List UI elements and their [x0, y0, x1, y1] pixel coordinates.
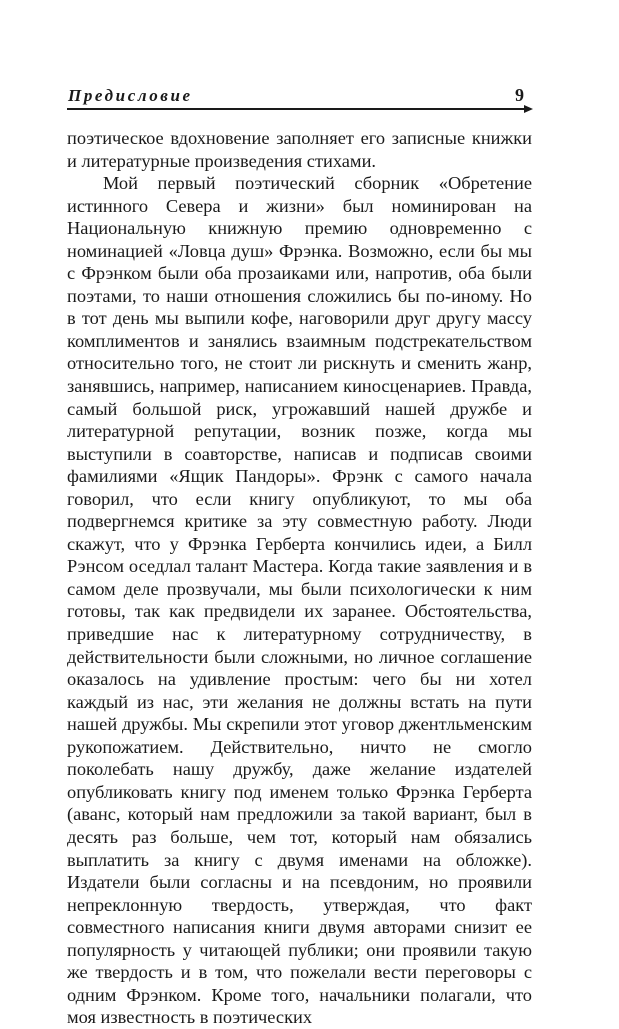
header-rule	[67, 108, 526, 110]
body-text	[67, 127, 532, 1029]
paragraph-continued: поэтическое вдохновение заполняет его записные книжки и литературные произведения стихами.	[67, 128, 532, 171]
section-title: Предисловие	[68, 86, 193, 105]
header-rule-arrow	[524, 105, 533, 113]
running-head	[67, 82, 532, 112]
page-number: 9	[515, 85, 524, 105]
paragraph: Мой первый поэтический сборник «Обретение истинного Севера и жизни» был номинирован на Национальную книжную премию одновременно с номинацией «Ловца душ» Фрэнка. Возможно, если бы мы с Фрэнком были оба прозаиками или, напротив, оба были поэтами, то наши отношения сложились бы по-иному. Но в тот день мы выпили кофе, наговорили друг другу массу комплиментов и занялись взаимным подстрекательством относительно того, не стоит ли рискнуть и сменить жанр, занявшись, например, написанием киносценариев. Правда, самый большой риск, угрожавший нашей дружбе и литературной репутации, возник позже, когда мы выступили в соавторстве, написав и подписав своими фамилиями «Ящик Пандоры». Фрэнк с самого начала говорил, что если книгу опубликуют, то мы оба подвергнемся критике за эту совместную работу. Люди скажут, что у Фрэнка Герберта кончились идеи, а Билл Рэнсом оседлал талант Мастера. Когда такие заявления и в самом деле прозвучали, мы были психологически к ним готовы, так как предвидели их заранее. Обстоятельства, приведшие нас к литературному сотрудничеству, в действительности были сложными, но личное соглашение оказалось на удивление простым: чего бы ни хотел каждый из нас, эти желания не должны встать на пути нашей дружбы. Мы скрепили этот уговор джентльменским рукопожатием. Действительно, ничто не смогло поколебать нашу дружбу, даже желание издателей опубликовать книгу под именем только Фрэнка Герберта (аванс, который нам предложили за такой вариант, был в десять раз больше, чем тот, который нам обязались выплатить за книгу с двумя именами на обложке). Издатели были согласны и на псевдоним, но проявили непреклонную твердость, утверждая, что факт совместного написания книги двумя авторами снизит ее популярность у читающей публики; они проявили такую же твердость и в том, что пожелали вести переговоры с одним Фрэнком. Кроме того, начальники полагали, что моя известность в поэтических	[67, 173, 532, 1028]
book-page	[67, 82, 532, 1029]
